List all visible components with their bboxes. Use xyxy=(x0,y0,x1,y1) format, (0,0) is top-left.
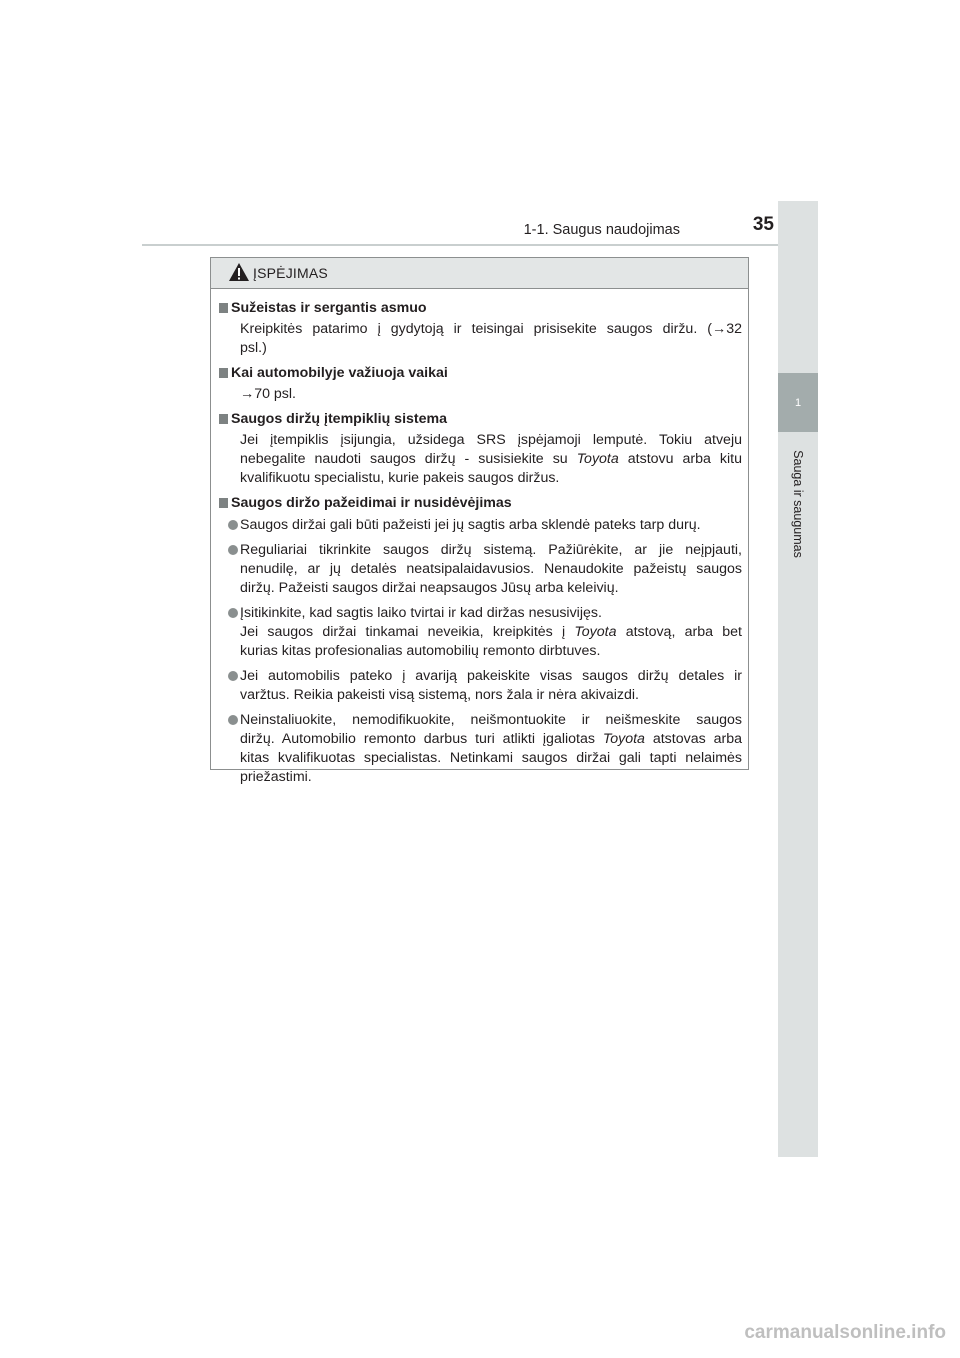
warning-title: ĮSPĖJIMAS xyxy=(253,265,328,281)
page-number: 35 xyxy=(752,214,774,235)
list-item: Reguliariai tikrinkite saugos diržų sistemą. Pažiūrėkite, ar jie neįpjauti, nenudilę, ar jų detalės neatsipalaidavusios. Nenaudokite pažeistų saugos diržų. Pažeisti saugos diržai neapsaugos Jūsų arba keleivių. xyxy=(219,541,742,598)
square-bullet-icon xyxy=(219,368,228,378)
square-bullet-icon xyxy=(219,414,228,424)
round-bullet-icon xyxy=(228,715,238,725)
warning-header xyxy=(211,258,748,289)
section-text: Kreipkitės patarimo į gydytoją ir teisingai prisisekite saugos diržu. (→32 psl.) xyxy=(240,321,742,356)
section-text: →70 psl. xyxy=(240,386,296,402)
section-heading: Sužeistas ir sergantis asmuo xyxy=(219,299,742,318)
warning-box xyxy=(210,257,749,785)
warning-content xyxy=(219,299,742,787)
list-item: Jei automobilis pateko į avariją pakeiskite visas saugos diržų detales ir varžtus. Reikia pakeisti visą sistemą, nors žala ir nėra akivaizdi. xyxy=(219,667,742,705)
header-rule xyxy=(142,244,818,246)
section-title: 1-1. Saugus naudojimas xyxy=(523,222,680,238)
round-bullet-icon xyxy=(228,545,238,555)
section-text: Jei įtempiklis įsijungia, užsidega SRS įspėjamoji lemputė. Tokiu atveju nebegalite naudoti saugos diržų - susisiekite su Toyota atstovu arba kitu kvalifikuotu specialistu, kurie pakeis saugos diržus. xyxy=(240,432,742,486)
list-item: Saugos diržai gali būti pažeisti jei jų sagtis arba sklendė pateks tarp durų. xyxy=(219,516,742,535)
square-bullet-icon xyxy=(219,303,228,313)
side-chapter-label: Sauga ir saugumas xyxy=(791,450,805,558)
list-item: Įsitikinkite, kad sagtis laiko tvirtai ir kad diržas nesusivijęs. Jei saugos diržai tinkamai neveikia, kreipkitės į Toyota atstovą, arba bet kurias kitas profesionalias automobilių remonto dirbtuves. xyxy=(219,604,742,661)
list-item: Neinstaliuokite, nemodifikuokite, neišmontuokite ir neišmeskite saugos diržų. Automobilio remonto darbus turi atlikti įgaliotas Toyota atstovas arba kitas kvalifikuotas specialistas. Netinkami saugos diržai gali tapti nelaimės priežastimi. xyxy=(219,711,742,787)
round-bullet-icon xyxy=(228,520,238,530)
section-heading: Saugos diržo pažeidimai ir nusidėvėjimas xyxy=(219,494,742,513)
square-bullet-icon xyxy=(219,498,228,508)
round-bullet-icon xyxy=(228,608,238,618)
side-tab xyxy=(778,201,818,1157)
round-bullet-icon xyxy=(228,671,238,681)
side-chapter-number: 1 xyxy=(778,373,818,432)
watermark-logo: carmanualsonline.info xyxy=(744,1322,946,1343)
section-heading: Saugos diržų įtempiklių sistema xyxy=(219,410,742,429)
warning-triangle-icon xyxy=(228,262,250,282)
section-heading: Kai automobilyje važiuoja vaikai xyxy=(219,364,742,383)
